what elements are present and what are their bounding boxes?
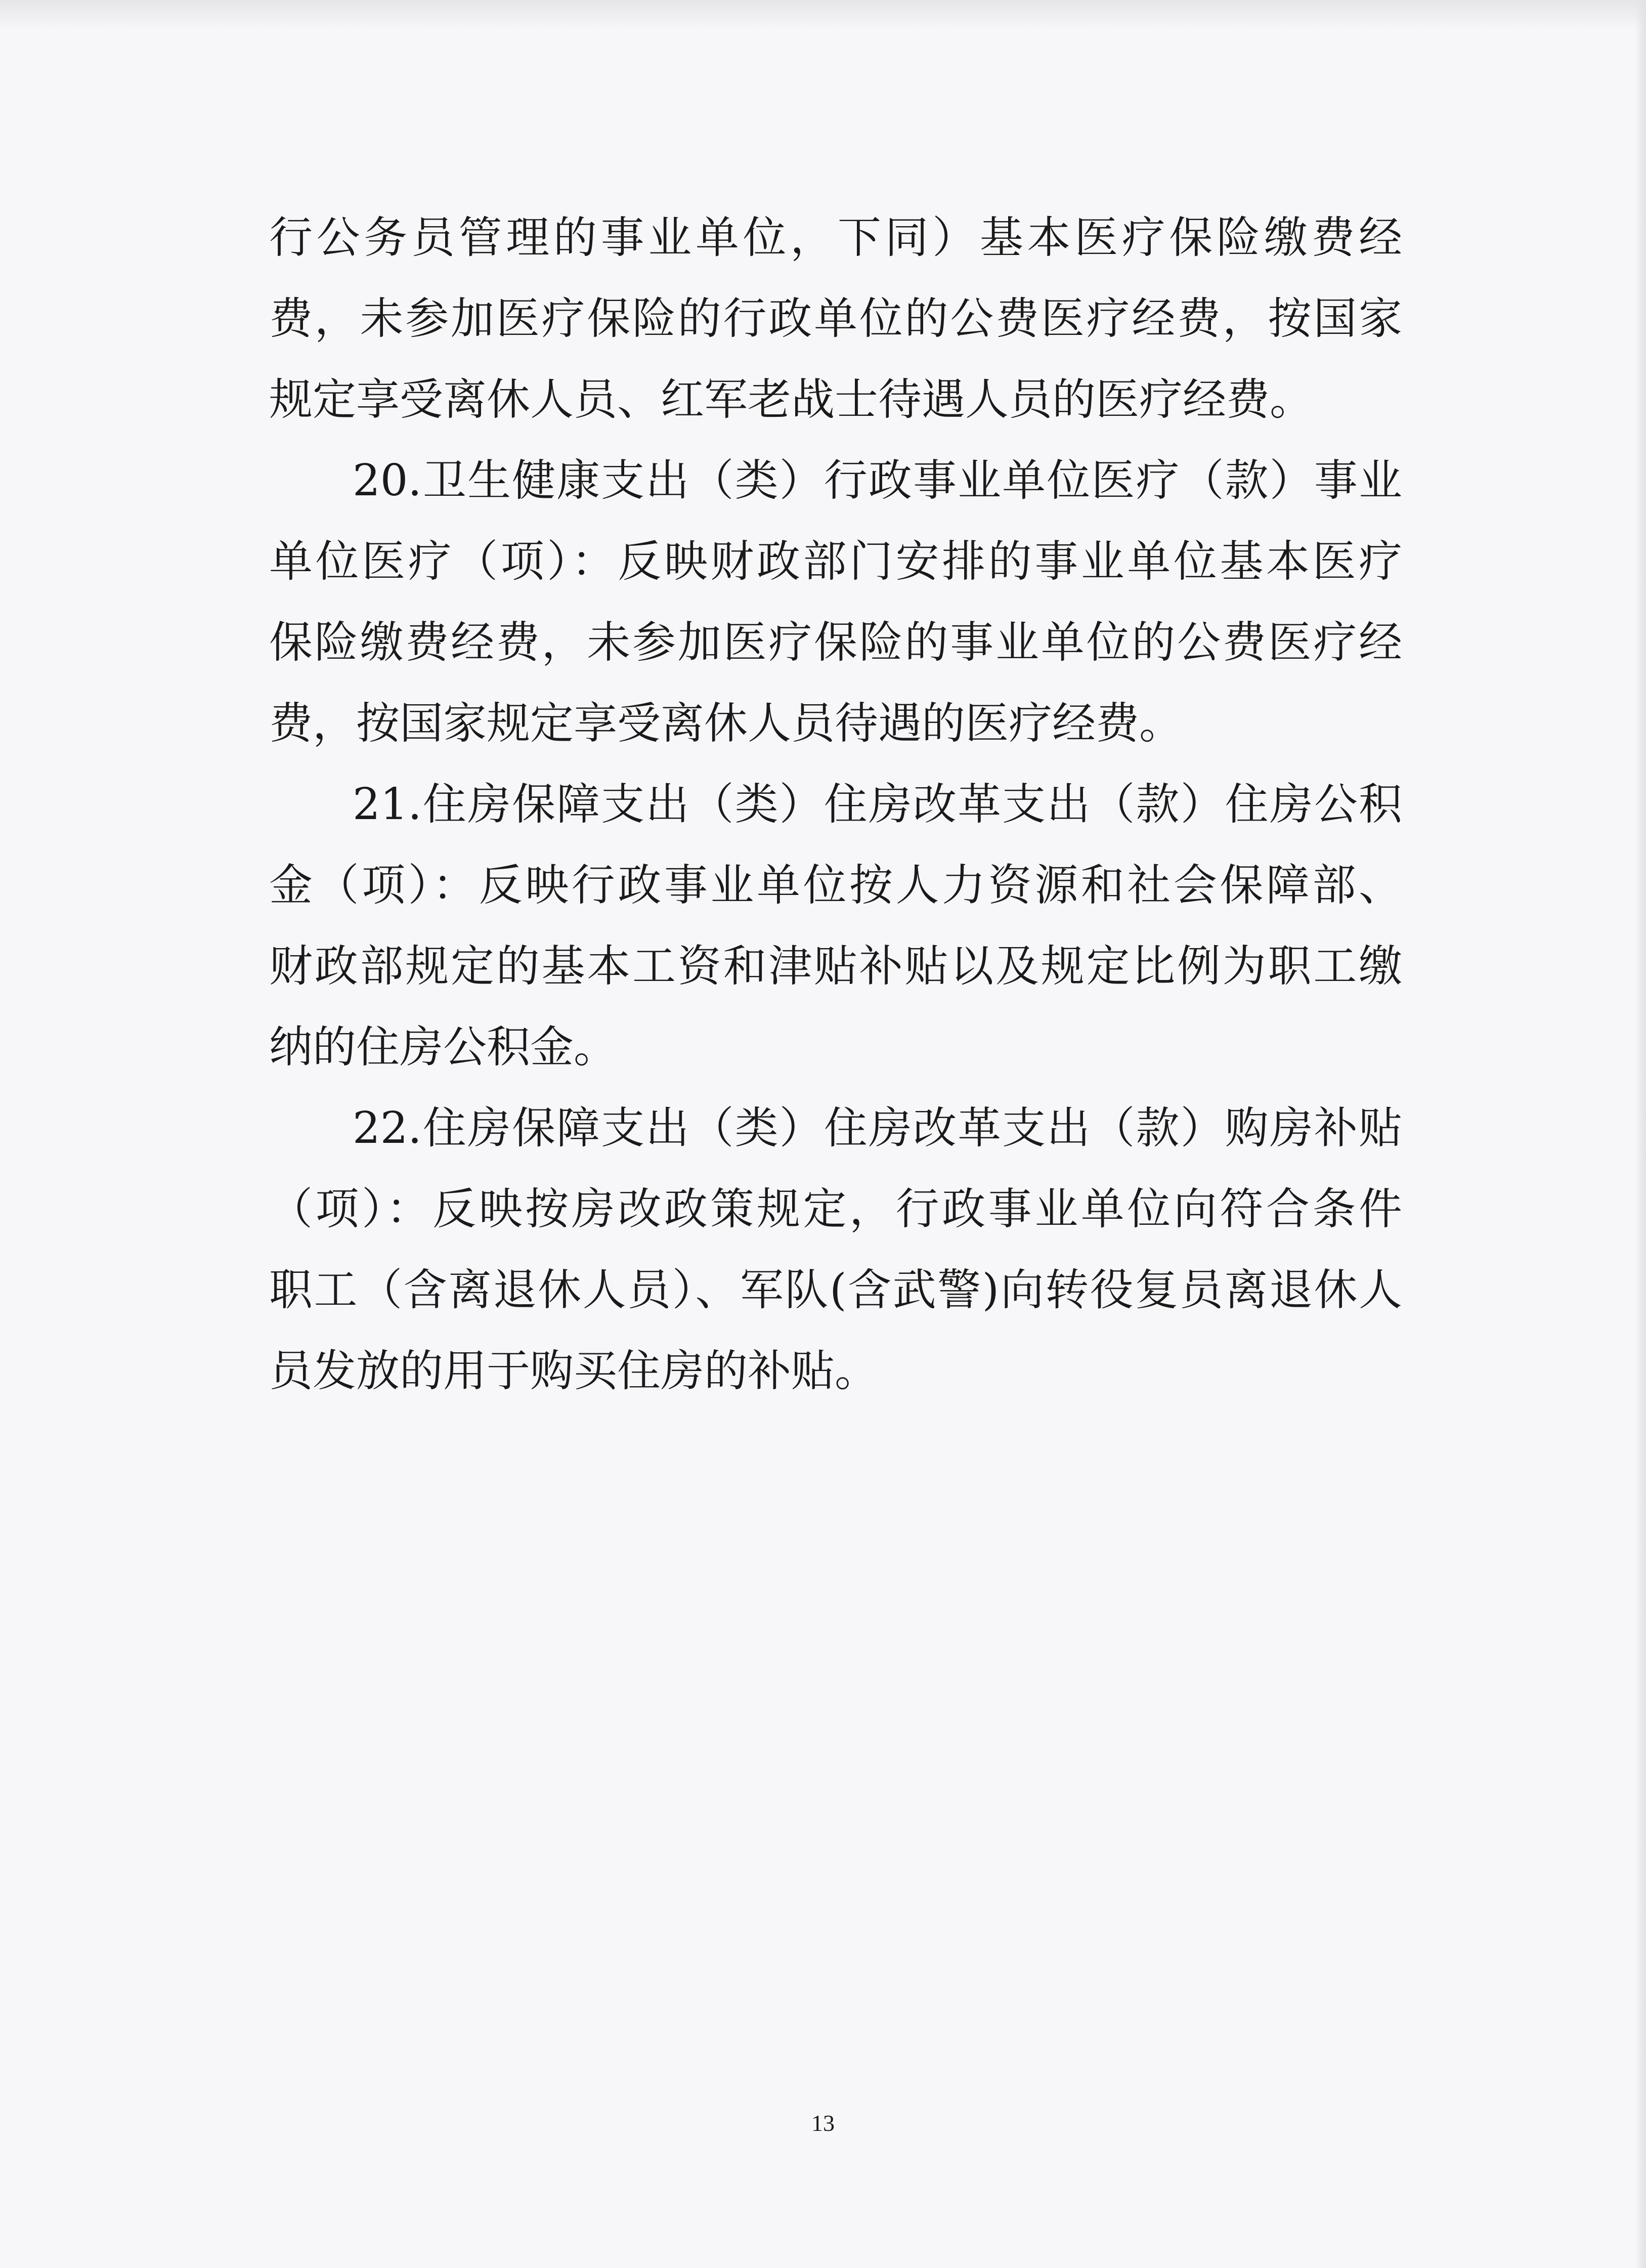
text-line: 费，按国家规定享受离休人员待遇的医疗经费。 [269,698,1183,749]
text-line: 行公务员管理的事业单位，下同）基本医疗保险缴费经 [269,212,1402,263]
text-line: 保险缴费经费，未参加医疗保险的事业单位的公费医疗经 [269,617,1402,668]
page-number: 13 [811,2110,835,2136]
text-line: 单位医疗（项）：反映财政部门安排的事业单位基本医疗 [269,536,1402,587]
text-line: 员发放的用于购买住房的补贴。 [269,1346,878,1396]
text-line: （项）：反映按房改政策规定，行政事业单位向符合条件 [269,1184,1402,1234]
text-line: 22.住房保障支出（类）住房改革支出（款）购房补贴 [353,1103,1402,1153]
text-line: 财政部规定的基本工资和津贴补贴以及规定比例为职工缴 [269,941,1402,992]
text-line: 金（项）：反映行政事业单位按人力资源和社会保障部、 [269,860,1402,911]
text-line: 费，未参加医疗保险的行政单位的公费医疗经费，按国家 [269,293,1402,344]
text-line: 20.卫生健康支出（类）行政事业单位医疗（款）事业 [353,455,1402,506]
text-line: 职工（含离退休人员）、军队(含武警)向转役复员离退休人 [269,1265,1402,1315]
text-line: 21.住房保障支出（类）住房改革支出（款）住房公积 [353,779,1402,830]
scan-shadow-right [1635,0,1646,2268]
scan-shadow-top [0,0,1646,30]
text-line: 规定享受离休人员、红军老战士待遇人员的医疗经费。 [269,374,1313,425]
text-line: 纳的住房公积金。 [269,1022,617,1073]
